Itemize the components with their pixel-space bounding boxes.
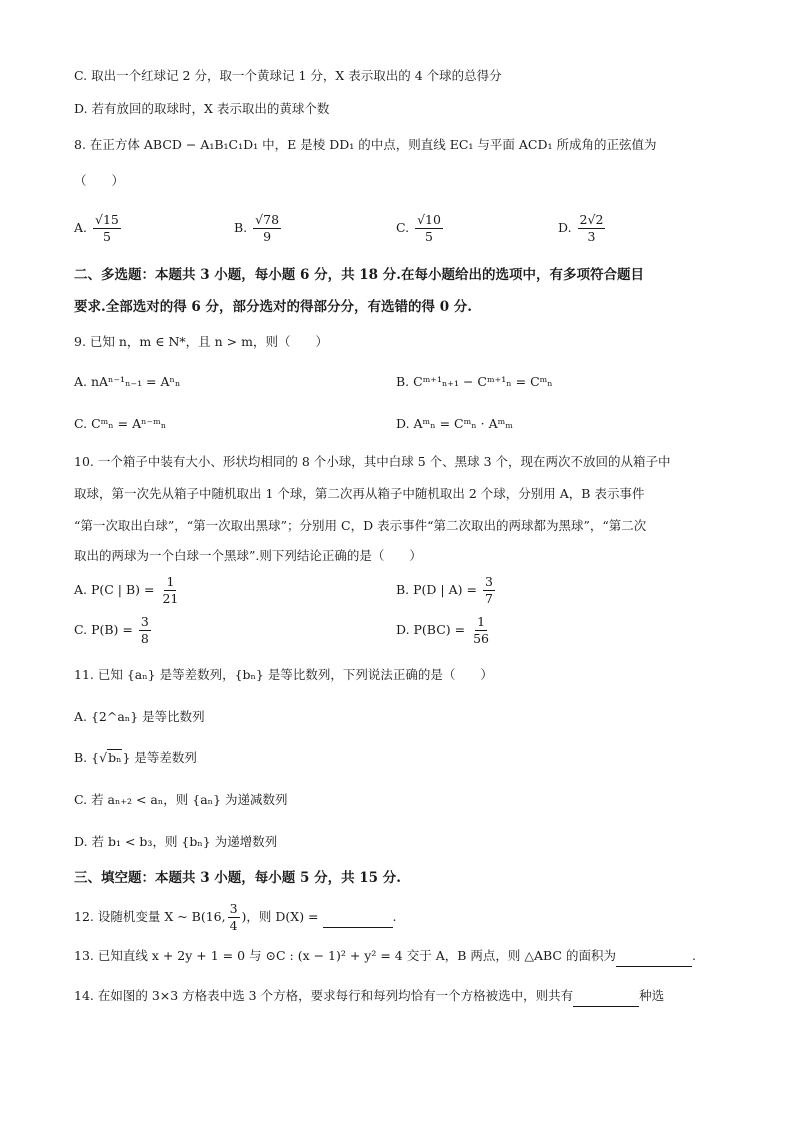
q10-d-denominator: 56 xyxy=(473,631,490,646)
q8-option-d-fraction xyxy=(578,212,606,245)
q10-option-c xyxy=(74,614,153,647)
q8-option-b-fraction xyxy=(253,212,281,245)
q12-prefix: 12. 设随机变量 X ~ B(16, xyxy=(74,909,226,924)
q7-option-d: D. 若有放回的取球时，X 表示取出的黄球个数 xyxy=(74,101,330,116)
q13-prefix: 13. 已知直线 x + 2y + 1 = 0 与 ⊙C : (x − 1)² + y² = 4 交于 A，B 两点，则 △ABC 的面积为 xyxy=(74,948,616,963)
q10-stem-line4: 取出的两球为一个白球一个黑球”.则下列结论正确的是（ ） xyxy=(74,548,422,563)
q14-suffix: 种选 xyxy=(639,988,665,1003)
q8-a-denominator: 5 xyxy=(102,229,111,244)
q11-option-b-prefix: B. { xyxy=(74,750,100,765)
q10-option-b-label: B. P(D | A) = xyxy=(396,582,477,597)
q10-option-d xyxy=(396,614,493,647)
q10-c-numerator: 3 xyxy=(140,614,149,629)
section2-heading-line1: 二、多选题：本题共 3 小题，每小题 6 分，共 18 分.在每小题给出的选项中，有多项符合题目 xyxy=(74,267,644,283)
q9-option-d: D. Aᵐₙ = Cᵐₙ · Aᵐₘ xyxy=(396,416,513,431)
q11-option-d: D. 若 b₁ < b₃，则 {bₙ} 为递增数列 xyxy=(74,834,278,849)
q8-c-numerator: √10 xyxy=(417,212,441,227)
q8-b-numerator: √78 xyxy=(255,212,280,227)
q13 xyxy=(74,946,696,967)
q12-suffix: . xyxy=(392,909,397,924)
q12-answer-blank[interactable] xyxy=(323,907,393,928)
q13-suffix: . xyxy=(691,948,696,963)
q8-option-c-label: C. xyxy=(396,220,410,235)
q8-option-a xyxy=(74,212,123,245)
q10-option-a xyxy=(74,574,182,607)
q11-option-b-radicand: bₙ xyxy=(108,750,122,765)
sqrt-symbol-icon: √ xyxy=(99,750,108,765)
q11-option-b-suffix: } 是等差数列 xyxy=(122,750,197,765)
q11-stem: 11. 已知 {aₙ} 是等差数列，{bₙ} 是等比数列，下列说法正确的是（ ） xyxy=(74,667,493,682)
q11-option-a: A. {2^aₙ} 是等比数列 xyxy=(74,709,205,724)
q8-option-a-label: A. xyxy=(74,220,88,235)
q12-denominator: 4 xyxy=(229,918,238,933)
q8-b-denominator: 9 xyxy=(263,229,272,244)
q12-fraction xyxy=(228,901,240,934)
q10-d-numerator: 1 xyxy=(477,614,486,629)
q10-stem-line3: “第一次取出白球”，“第一次取出黑球”；分别用 C，D 表示事件“第二次取出的两球都为黑球”，“第二次 xyxy=(74,518,647,533)
section3-heading: 三、填空题：本题共 3 小题，每小题 5 分，共 15 分. xyxy=(74,870,401,886)
q10-option-d-fraction xyxy=(471,614,491,647)
q8-stem: 8. 在正方体 ABCD − A₁B₁C₁D₁ 中，E 是棱 DD₁ 的中点，则直线 EC₁ 与平面 ACD₁ 所成角的正弦值为 xyxy=(74,137,657,152)
q10-option-c-label: C. P(B) = xyxy=(74,622,133,637)
q14-answer-blank[interactable] xyxy=(573,986,639,1007)
q14 xyxy=(74,986,664,1007)
q10-option-a-fraction xyxy=(160,574,180,607)
q10-c-denominator: 8 xyxy=(140,631,149,646)
q8-d-denominator: 3 xyxy=(587,229,596,244)
q9-option-b: B. Cᵐ⁺¹ₙ₊₁ − Cᵐ⁺¹ₙ = Cᵐₙ xyxy=(396,374,553,389)
q8-d-numerator: 2√2 xyxy=(579,212,604,227)
q8-option-c-fraction xyxy=(415,212,443,245)
q10-b-numerator: 3 xyxy=(484,574,493,589)
q7-option-c: C. 取出一个红球记 2 分，取一个黄球记 1 分，X 表示取出的 4 个球的总得分 xyxy=(74,68,502,83)
section2-heading-line2: 要求.全部选对的得 6 分，部分选对的得部分分，有选错的得 0 分. xyxy=(74,299,472,315)
q10-option-c-fraction xyxy=(139,614,151,647)
q12 xyxy=(74,901,397,934)
q10-a-numerator: 1 xyxy=(166,574,175,589)
q12-numerator: 3 xyxy=(229,901,238,916)
q10-option-b xyxy=(396,574,497,607)
q8-paren: （ ） xyxy=(74,173,125,188)
q8-option-b xyxy=(234,212,283,245)
q8-c-denominator: 5 xyxy=(425,229,433,244)
q13-answer-blank[interactable] xyxy=(616,946,692,967)
q8-option-b-label: B. xyxy=(234,220,248,235)
q11-option-c: C. 若 aₙ₊₂ < aₙ，则 {aₙ} 为递减数列 xyxy=(74,792,288,807)
q12-middle: )，则 D(X) = xyxy=(241,909,319,924)
q10-stem-line1: 10. 一个箱子中装有大小、形状均相同的 8 个小球，其中白球 5 个、黑球 3 个，现在两次不放回的从箱子中 xyxy=(74,454,671,469)
q8-option-d xyxy=(558,212,607,245)
q10-a-denominator: 21 xyxy=(162,591,179,606)
q14-prefix: 14. 在如图的 3×3 方格表中选 3 个方格，要求每行和每列均恰有一个方格被选中，则共有 xyxy=(74,988,574,1003)
q8-option-a-fraction xyxy=(93,212,121,245)
q8-option-c xyxy=(396,212,445,245)
q9-stem: 9. 已知 n，m ∈ N*，且 n > m，则（ ） xyxy=(74,334,328,349)
q9-option-c: C. Cᵐₙ = Aⁿ⁻ᵐₙ xyxy=(74,416,167,431)
q10-option-b-fraction xyxy=(483,574,495,607)
q11-option-b xyxy=(74,748,197,768)
q9-option-a: A. nAⁿ⁻¹ₙ₋₁ = Aⁿₙ xyxy=(74,374,181,389)
q10-stem-line2: 取球，第一次先从箱子中随机取出 1 个球，第二次再从箱子中随机取出 2 个球，分别用 A，B 表示事件 xyxy=(74,486,645,501)
q8-option-d-label: D. xyxy=(558,220,572,235)
q10-option-d-label: D. P(BC) = xyxy=(396,622,466,637)
q8-a-numerator: √15 xyxy=(95,212,119,227)
q10-b-denominator: 7 xyxy=(484,591,493,606)
q10-option-a-label: A. P(C | B) = xyxy=(74,582,155,597)
